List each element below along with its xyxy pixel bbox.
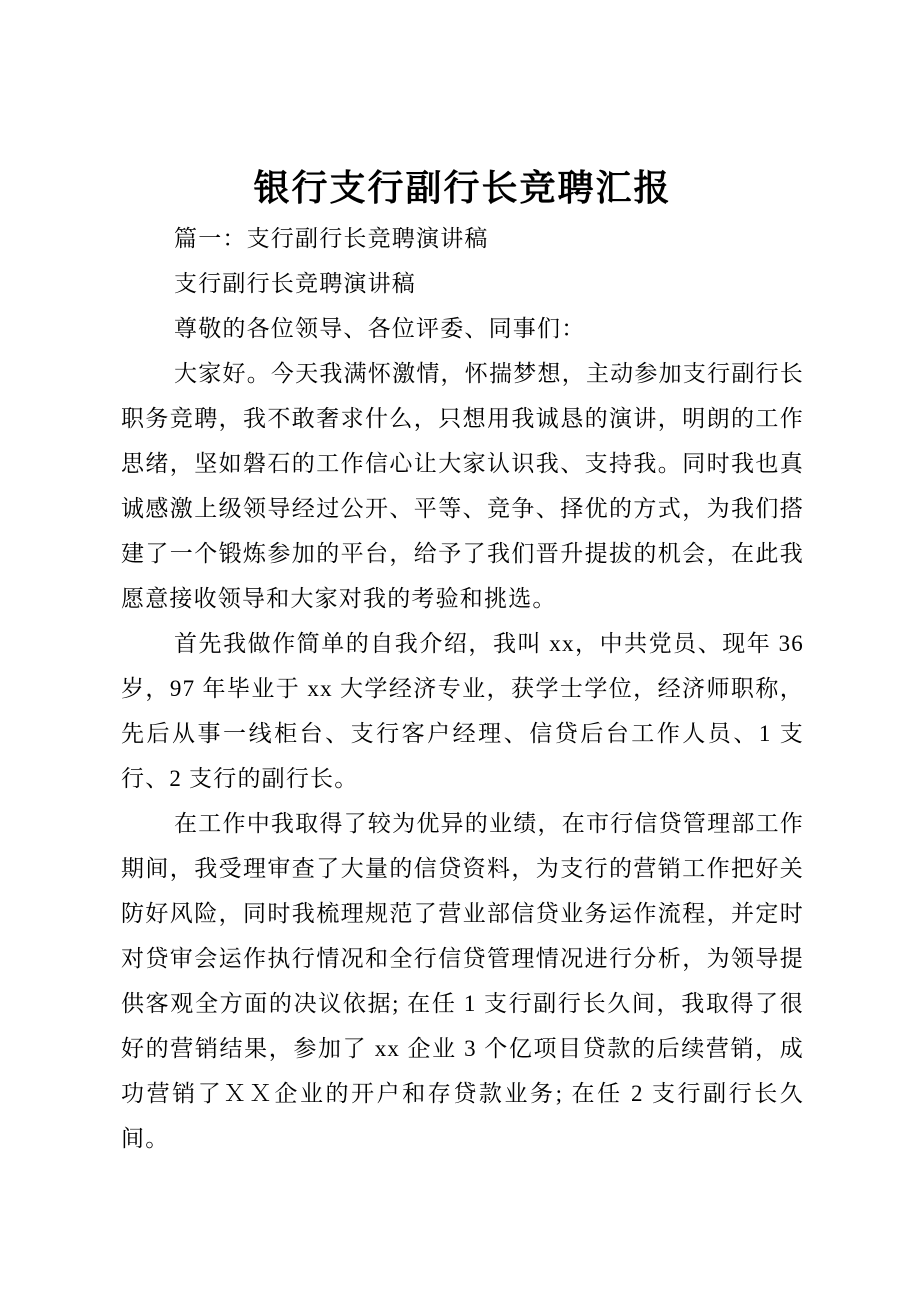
paragraph: 大家好。今天我满怀激情，怀揣梦想，主动参加支行副行长职务竞聘，我不敢奢求什么，只想用我诚恳的演讲，明朗的工作思绪，坚如磐石的工作信心让大家认识我、支持我。同时我也真诚感激上级领导经过公开、平等、竞争、择优的方式，为我们搭建了一个锻炼参加的平台，给予了我们晋升提拔的机会，在此我愿意接收领导和大家对我的考验和挑选。 bbox=[121, 361, 804, 611]
paragraph: 尊敬的各位领导、各位评委、同事们： bbox=[174, 316, 586, 341]
paragraph: 支行副行长竞聘演讲稿 bbox=[174, 271, 416, 296]
paragraph: 在工作中我取得了较为优异的业绩，在市行信贷管理部工作期间，我受理审查了大量的信贷资料，为支行的营销工作把好关防好风险，同时我梳理规范了营业部信贷业务运作流程，并定时对贷审会运作执行情况和全行信贷管理情况进行分析，为领导提供客观全方面的决议依据; 在任 1 支行副行长久间，我取得了很好的营销结果，参加了 xx 企业 3 个亿项目贷款的后续营销，成功营销了ＸＸ企业的开户和存贷款业务; 在任 2 支行副行长久间。 bbox=[121, 811, 804, 1151]
document-title: 银行支行副行长竞聘汇报 bbox=[253, 167, 672, 208]
document-body bbox=[121, 216, 804, 1161]
document-content bbox=[121, 160, 804, 1161]
paragraph: 首先我做作简单的自我介绍，我叫 xx，中共党员、现年 36 岁，97 年毕业于 xx 大学经济专业，获学士学位，经济师职称，先后从事一线柜台、支行客户经理、信贷后台工作人员、1 支行、2 支行的副行长。 bbox=[121, 631, 804, 791]
paragraph: 篇一：支行副行长竞聘演讲稿 bbox=[174, 226, 489, 251]
